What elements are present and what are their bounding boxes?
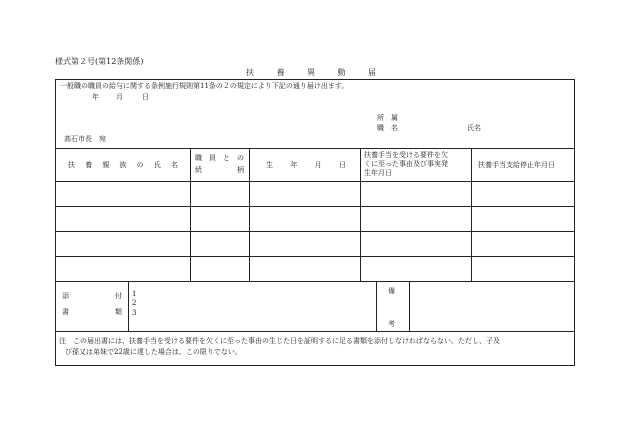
column-header-reason-date: 扶養手当を受ける要件を欠 くに至った事由及び事実発 生年月日 xyxy=(364,151,448,177)
submission-date-day-label: 日 xyxy=(142,93,149,101)
column-header-stop-date: 扶養手当支給停止年月日 xyxy=(478,161,555,169)
office-label: 所 属 xyxy=(377,114,398,122)
column-header-dependent-name: 扶 養 親 族 の 氏 名 xyxy=(68,161,178,169)
attachment-item-3: 3 xyxy=(132,309,137,317)
document-title: 扶 養 異 動 届 xyxy=(246,68,376,77)
column-header-birthdate: 生 年 月 日 xyxy=(266,161,346,169)
form-number: 様式第２号(第12条関係) xyxy=(55,57,144,66)
remarks-label-top: 備 xyxy=(388,287,395,295)
attachment-item-1: 1 xyxy=(132,290,137,298)
name-label: 氏名 xyxy=(467,124,481,132)
remarks-label-bottom: 考 xyxy=(388,320,395,328)
submission-date-month-label: 月 xyxy=(116,93,123,101)
note-line-1: 注 この届出書には、扶養手当を受ける要件を欠くに至った事由の生じた日を証明するに足る書類を添付しなければならない。ただし、子及 xyxy=(59,337,500,345)
attachments-label-top: 添 付 xyxy=(62,292,122,300)
attachment-item-2: 2 xyxy=(132,299,137,307)
column-header-relationship: 職 員 と の 続 柄 xyxy=(195,154,244,174)
addressee: 高石市長 宛 xyxy=(64,135,106,143)
submission-date-year-label: 年 xyxy=(92,93,99,101)
note-line-2: び孫又は弟妹で22歳に達した場合は、この限りでない。 xyxy=(65,348,242,356)
position-label: 職 名 xyxy=(377,124,398,132)
attachments-label-bottom: 書 類 xyxy=(62,308,122,316)
intro-statement: 一般職の職員の給与に関する条例施行規則第11条の２の規定により下記の通り届け出ます。 xyxy=(60,82,349,90)
